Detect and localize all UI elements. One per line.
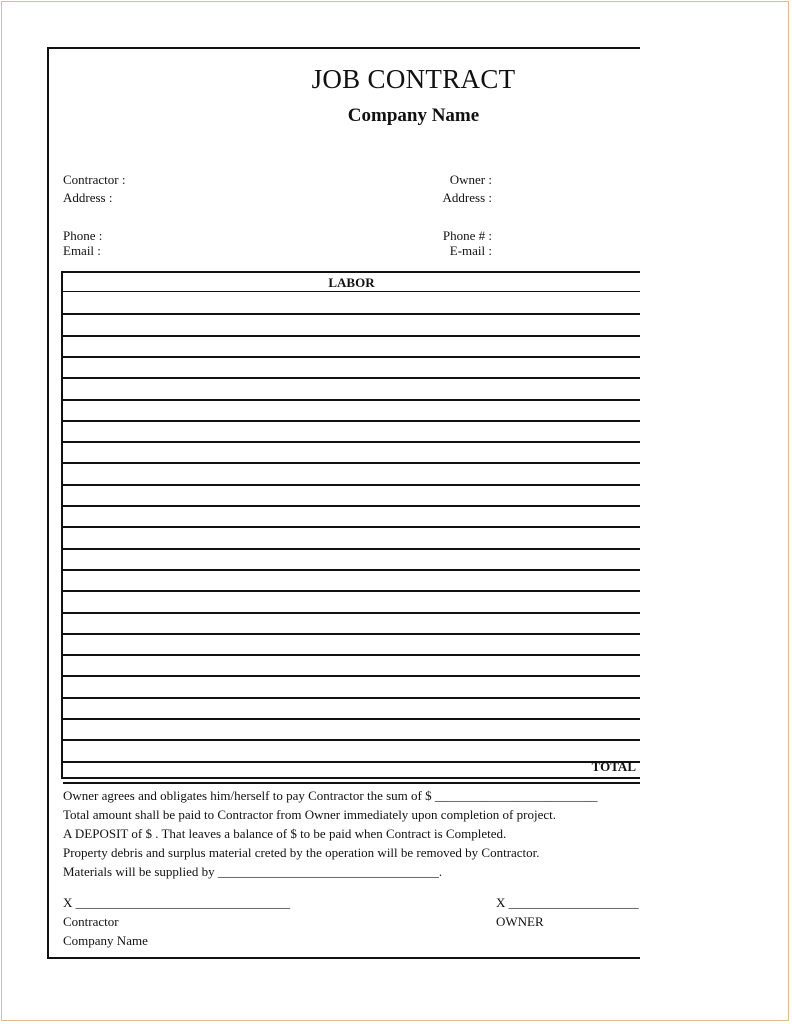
owner-signature-line: X ____________________: [496, 895, 639, 910]
terms-line-debris: Property debris and surplus material creted by the operation will be removed by Contractor.: [63, 845, 540, 860]
labor-row-line: [63, 313, 640, 315]
document-title: JOB CONTRACT: [311, 64, 516, 94]
labor-row-line: [63, 675, 640, 677]
labor-row-line: [63, 612, 640, 614]
labor-table: [61, 271, 640, 779]
labor-row-line: [63, 505, 640, 507]
labor-heading: LABOR: [328, 275, 375, 290]
labor-table-header: [63, 273, 640, 292]
labor-row-line: [63, 356, 640, 358]
labor-row-line: [63, 484, 640, 486]
owner-phone-label: Phone # :: [442, 228, 492, 243]
labor-row-line: [63, 739, 640, 741]
labor-row-line: [63, 462, 640, 464]
contractor-email-label: Email :: [63, 243, 101, 258]
company-name-heading: Company Name: [347, 105, 480, 126]
contractor-signature-label: Contractor: [63, 914, 119, 929]
terms-line-completion: Total amount shall be paid to Contractor from Owner immediately upon completion of project.: [63, 807, 556, 822]
labor-row-line: [63, 718, 640, 720]
contractor-address-label: Address :: [63, 190, 113, 205]
contractor-label: Contractor :: [63, 172, 126, 187]
terms-line-materials: Materials will be supplied by __________________________________.: [63, 864, 443, 879]
labor-row-line: [63, 590, 640, 592]
labor-row-line: [63, 697, 640, 699]
labor-row-line: [63, 399, 640, 401]
labor-row-line: [63, 441, 640, 443]
owner-label: Owner :: [449, 172, 492, 187]
labor-row-line: [63, 377, 640, 379]
labor-row-line: [63, 526, 640, 528]
company-signature-label: Company Name: [63, 933, 148, 948]
contractor-signature-line: X _________________________________: [63, 895, 291, 910]
labor-row-line: [63, 761, 640, 763]
labor-row-line: [63, 420, 640, 422]
labor-row-line: [63, 548, 640, 550]
labor-row-line: [63, 782, 640, 784]
terms-line-deposit: A DEPOSIT of $ . That leaves a balance of $ to be paid when Contract is Completed.: [63, 826, 507, 841]
terms-line-payment: Owner agrees and obligates him/herself to pay Contractor the sum of $ _________________________: [63, 788, 598, 803]
owner-address-label: Address :: [442, 190, 492, 205]
labor-row-line: [63, 569, 640, 571]
total-label: TOTAL: [591, 759, 636, 774]
owner-email-label: E-mail :: [449, 243, 492, 258]
labor-row-line: [63, 335, 640, 337]
labor-row-line: [63, 654, 640, 656]
contractor-phone-label: Phone :: [63, 228, 103, 243]
owner-signature-label: OWNER: [496, 914, 544, 929]
labor-row-line: [63, 633, 640, 635]
